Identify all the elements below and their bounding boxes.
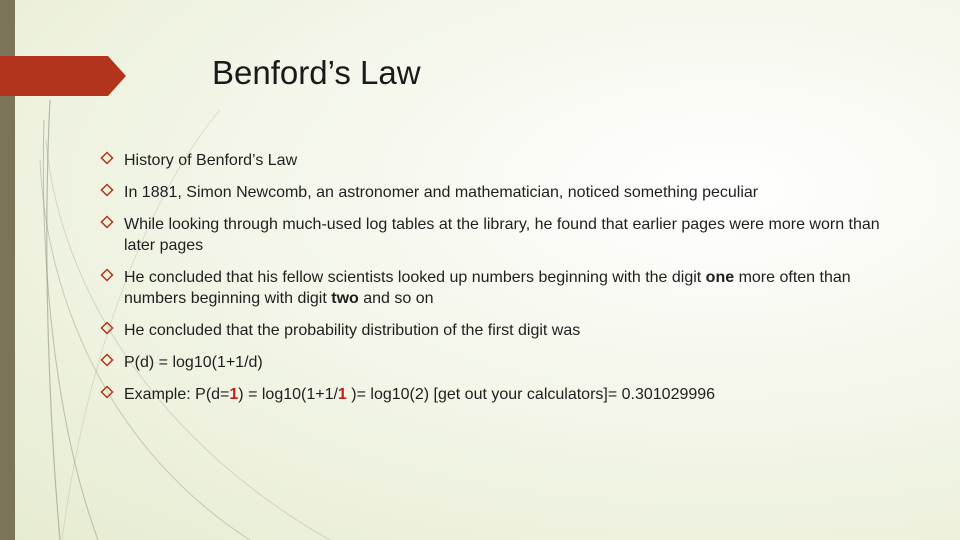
bullet-text-run: While looking through much-used log tables at the library, he found that earlier pages were more worn than later pages (124, 216, 880, 254)
bullet-item (100, 320, 890, 341)
bullet-text (124, 269, 851, 307)
bullet-item (100, 182, 890, 203)
title-accent-tab (0, 56, 126, 96)
bullet-text (124, 152, 297, 169)
bullet-text-run: In 1881, Simon Newcomb, an astronomer and mathematician, noticed something peculiar (124, 184, 759, 201)
diamond-outline-icon (100, 151, 114, 165)
decorative-curve-1 (47, 100, 60, 540)
bullet-text-run: P(d) = log10(1+1/d) (124, 354, 263, 371)
bullet-item (100, 214, 890, 256)
bullet-text-run: He concluded that the probability distribution of the first digit was (124, 322, 581, 339)
diamond-outline-icon (100, 215, 114, 229)
bullet-text-run: He concluded that his fellow scientists looked up numbers beginning with the digit (124, 269, 706, 286)
bullet-item (100, 150, 890, 171)
diamond-outline-icon (100, 183, 114, 197)
bullet-text (124, 354, 263, 371)
bullet-text-run: 1 (337, 386, 347, 403)
bullet-text-run: History of Benford’s Law (124, 152, 298, 169)
bullet-text-run: )= log10(2) [get out your calculators]= 0.301029996 (346, 386, 716, 403)
diamond-outline-icon (100, 268, 114, 282)
bullet-text-run: 1 (229, 386, 239, 403)
bullet-text (124, 184, 758, 201)
bullet-list (100, 150, 890, 416)
bullet-text (124, 322, 580, 339)
bullet-text-run: one (705, 269, 735, 286)
page-title: Benford’s Law (212, 54, 421, 91)
bullet-text-run: ) = log10(1+1/ (238, 386, 338, 403)
diamond-outline-icon (100, 321, 114, 335)
bullet-text-run: two (331, 290, 359, 307)
bullet-item (100, 384, 890, 405)
decorative-curve-2 (43, 120, 98, 540)
bullet-text-run: and so on (358, 290, 434, 307)
bullet-text (124, 216, 880, 254)
diamond-outline-icon (100, 385, 114, 399)
bullet-text-run: Example: P(d= (124, 386, 230, 403)
bullet-text-run: more often than numbers beginning with digit (124, 269, 851, 307)
diamond-outline-icon (100, 353, 114, 367)
bullet-text (124, 386, 715, 403)
bullet-item (100, 352, 890, 373)
bullet-item (100, 267, 890, 309)
